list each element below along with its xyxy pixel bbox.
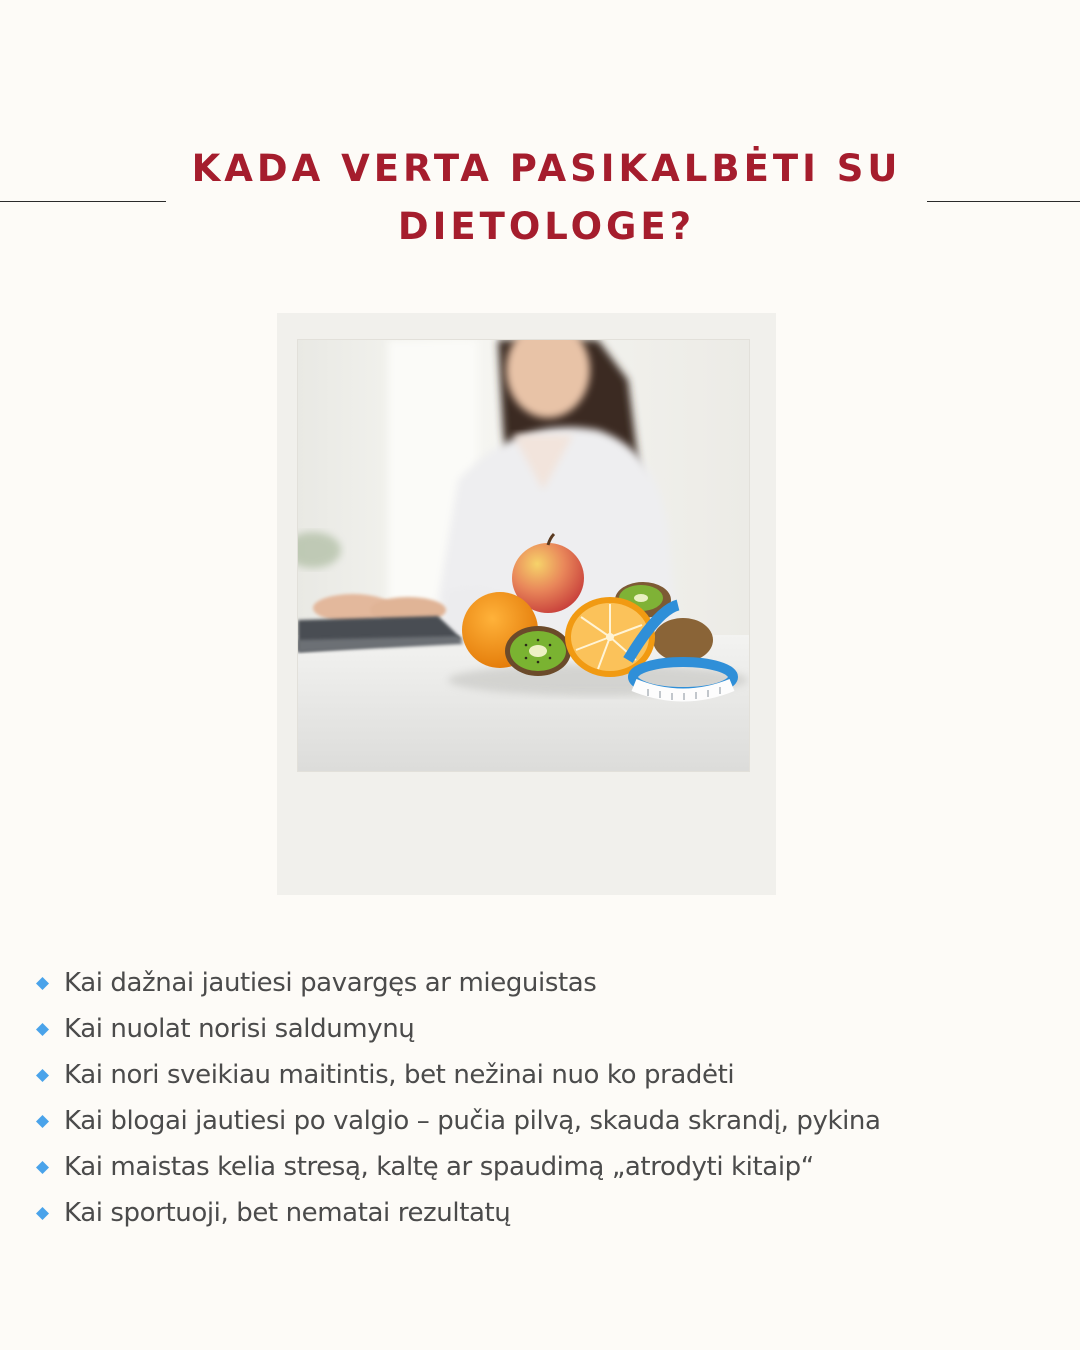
list-item (36, 1144, 1056, 1190)
title-line-2: DIETOLOGE? (397, 205, 696, 248)
diamond-icon (36, 977, 49, 990)
list-item-text: Kai maistas kelia stresą, kaltę ar spaudimą „atrodyti kitaip“ (64, 1152, 814, 1182)
title-line-1: KADA VERTA PASIKALBĖTI SU (191, 147, 902, 190)
page-title (166, 140, 927, 256)
list-item-text: Kai dažnai jautiesi pavargęs ar mieguistas (64, 968, 597, 998)
diamond-icon (36, 1115, 49, 1128)
diamond-icon (36, 1207, 49, 1220)
reasons-list (36, 960, 1056, 1236)
list-item-text: Kai blogai jautiesi po valgio – pučia pilvą, skauda skrandį, pykina (64, 1106, 881, 1136)
divider-right (927, 201, 1080, 202)
list-item-text: Kai sportuoji, bet nematai rezultatų (64, 1198, 511, 1228)
list-item (36, 1006, 1056, 1052)
photo-frame (277, 313, 776, 895)
diamond-icon (36, 1023, 49, 1036)
diamond-icon (36, 1161, 49, 1174)
list-item-text: Kai nori sveikiau maitintis, bet nežinai nuo ko pradėti (64, 1060, 735, 1090)
nutritionist-photo (297, 339, 750, 772)
list-item (36, 1098, 1056, 1144)
diamond-icon (36, 1069, 49, 1082)
list-item (36, 1052, 1056, 1098)
divider-left (0, 201, 166, 202)
list-item-text: Kai nuolat norisi saldumynų (64, 1014, 415, 1044)
list-item (36, 960, 1056, 1006)
list-item (36, 1190, 1056, 1236)
